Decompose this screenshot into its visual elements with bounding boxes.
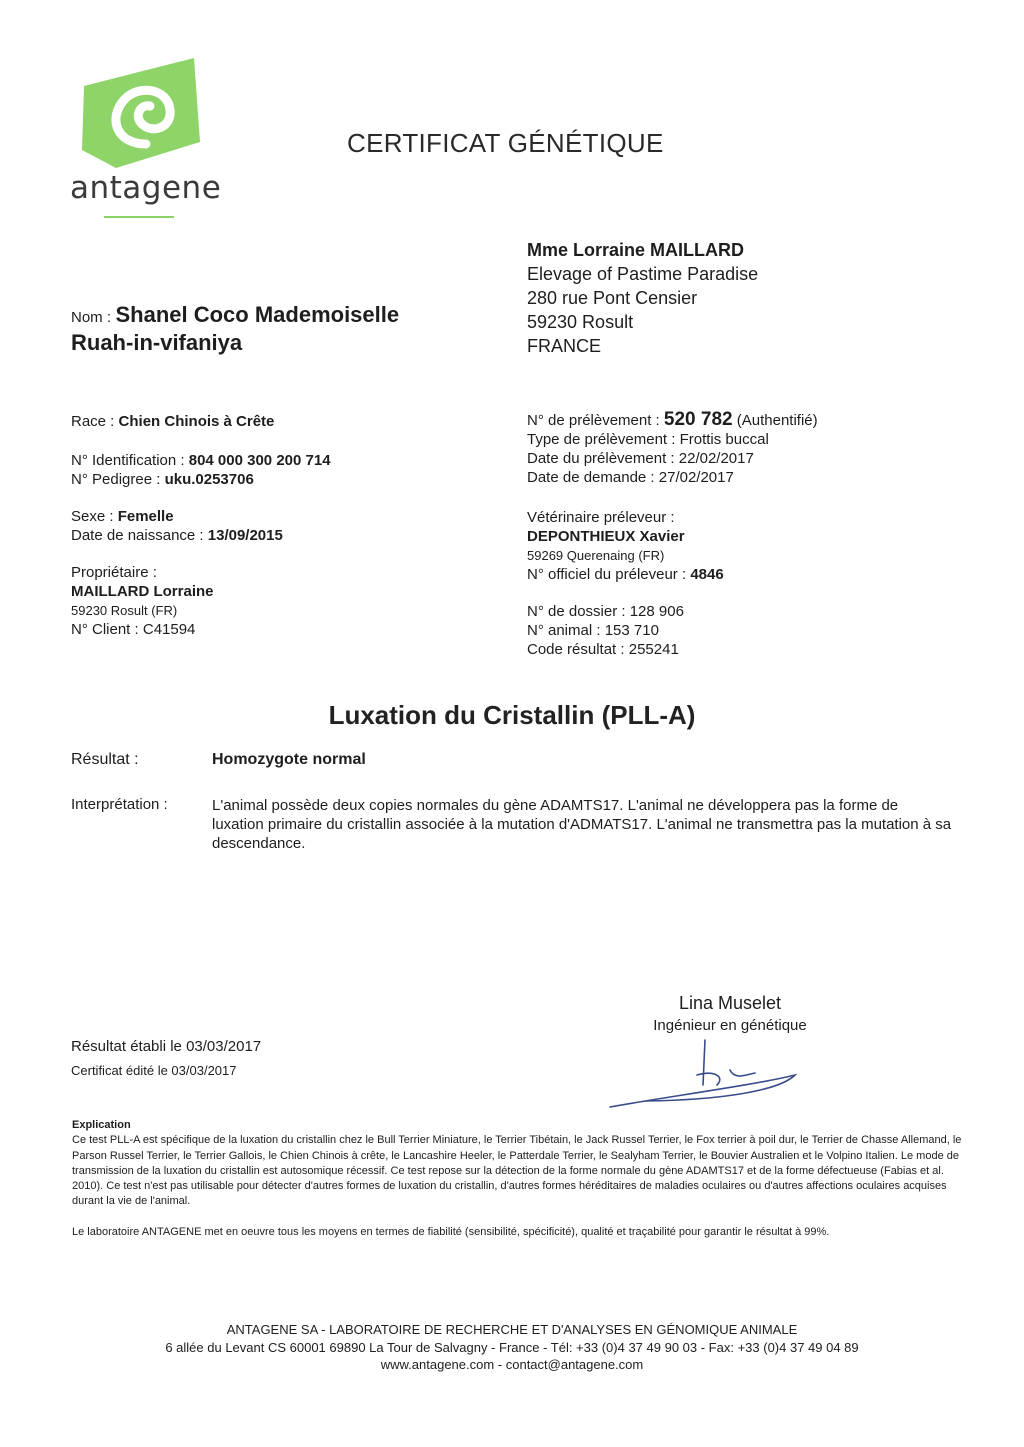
owner-info: [71, 563, 214, 639]
vet-official-value: 4846: [690, 566, 724, 583]
dossier-info: [527, 602, 684, 659]
recipient-line: 280 rue Pont Censier: [527, 288, 698, 308]
code-value: 255241: [628, 641, 679, 658]
sample-info: [527, 410, 818, 487]
client-value: C41594: [142, 621, 196, 638]
owner-name: MAILLARD Lorraine: [71, 583, 214, 600]
vet-info: [527, 508, 724, 584]
recipient-address: [527, 238, 758, 358]
footer: [0, 1321, 1024, 1374]
vet-address: 59269 Querenaing (FR): [527, 548, 665, 563]
signatory-name: Lina Muselet: [678, 993, 782, 1013]
recipient-name: Mme Lorraine MAILLARD: [527, 240, 745, 260]
recipient-line: 59230 Rosult: [527, 312, 634, 332]
ident-value: 804 000 300 200 714: [188, 452, 331, 469]
footer-address: 6 allée du Levant CS 60001 69890 La Tour de Salvagny - France - Tél: +33 (0)4 37 49 90 03 - Fax: +33 (0)4 37 49 04 89: [165, 1339, 859, 1355]
nom-label: Nom :: [71, 309, 112, 326]
vet-name: DEPONTHIEUX Xavier: [527, 528, 685, 545]
type-value: Frottis buccal: [679, 431, 769, 448]
logo-underline: [104, 216, 174, 218]
signatory-role: Ingénieur en génétique: [653, 1017, 807, 1034]
test-title: Luxation du Cristallin (PLL-A): [328, 700, 696, 730]
naissance-value: 13/09/2015: [207, 527, 283, 544]
race-info: [71, 412, 274, 431]
recipient-line: FRANCE: [527, 336, 602, 356]
footer-company: ANTAGENE SA - LABORATOIRE DE RECHERCHE ET D'ANALYSES EN GÉNOMIQUE ANIMALE: [226, 1322, 798, 1337]
logo-wordmark: antagene: [70, 170, 222, 206]
nom-line1: Shanel Coco Mademoiselle: [115, 302, 400, 327]
footer-web: www.antagene.com - contact@antagene.com: [380, 1357, 644, 1372]
date-prel-value: 22/02/2017: [678, 450, 754, 467]
interpretation-label: Interprétation :: [71, 796, 168, 813]
interpretation-text: L'animal possède deux copies normales du gène ADAMTS17. L'animal ne développera pas la forme de luxation primaire du cristallin associée à la mutation d'ADMATS17. L'animal ne transmettra pas la mutation à sa descendance.: [212, 797, 952, 852]
authentifie-label: (Authentifié): [736, 412, 818, 429]
explanation-block: [72, 1118, 962, 1240]
client-label: N° Client :: [71, 621, 139, 638]
antagene-logo: [70, 58, 220, 223]
dossier-value: 128 906: [629, 603, 684, 620]
race-label: Race :: [71, 413, 115, 430]
certificate-title: CERTIFICAT GÉNÉTIQUE: [347, 128, 664, 158]
resultat-value: Homozygote normal: [212, 751, 366, 768]
sex-birth-info: [71, 507, 283, 545]
vet-official-label: N° officiel du préleveur :: [527, 566, 687, 583]
explanation-text: Ce test PLL-A est spécifique de la luxation du cristallin chez le Bull Terrier Miniature, le Terrier Tibétain, le Jack Russel Terrier, le Fox terrier à poil dur, le Terrier de Chasse Allemand, le Parson Russel Terrier, le Terrier Gallois, le Chien Chinois à crête, le Lancashire Heeler, le Patterdale Terrier, le Sealyham Terrier, le Bouvier Australien et le Volpino Italien. Le mode de transmission de la luxation du cristallin est autosomique récessif. Ce test repose sur la détection de la forme normale du gène ADAMTS17 et de la forme défectueuse (Fabias et al. 2010). Ce test n'est pas utilisable pour détecter d'autres formes de luxation du cristallin, d'autres formes héréditaires de maladies oculaires ou d'autres affections oculaires acquises durant la vie de l'animal.: [72, 1134, 962, 1208]
date-dem-label: Date de demande :: [527, 469, 655, 486]
vet-label: Vétérinaire préleveur :: [527, 509, 675, 526]
date-prel-label: Date du prélèvement :: [527, 450, 675, 467]
nom-line2: Ruah-in-vifaniya: [71, 330, 243, 355]
code-label: Code résultat :: [527, 641, 625, 658]
recipient-line: Elevage of Pastime Paradise: [527, 264, 759, 284]
animal-number-value: 153 710: [604, 622, 659, 639]
sexe-label: Sexe :: [71, 508, 114, 525]
guarantee-text: Le laboratoire ANTAGENE met en oeuvre tous les moyens en termes de fiabilité (sensibilité, spécificité), qualité et traçabilité pour garantir le résultat à 99%.: [72, 1225, 830, 1238]
pedigree-value: uku.0253706: [164, 471, 254, 488]
prelevement-value: 520 782: [663, 409, 733, 430]
owner-label: Propriétaire :: [71, 564, 157, 581]
dossier-label: N° de dossier :: [527, 603, 626, 620]
result-established-date: Résultat établi le 03/03/2017: [71, 1038, 262, 1055]
explanation-title: Explication: [72, 1119, 131, 1131]
prelevement-label: N° de prélèvement :: [527, 412, 660, 429]
certificate-edited-date: Certificat édité le 03/03/2017: [71, 1063, 237, 1078]
signature-block: [610, 993, 850, 1034]
resultat-label: Résultat :: [71, 751, 139, 768]
animal-name-block: [71, 302, 399, 356]
antagene-swirl-logo-icon: [76, 58, 206, 168]
owner-address: 59230 Rosult (FR): [71, 603, 178, 618]
sexe-value: Femelle: [117, 508, 174, 525]
handwritten-signature: [605, 1035, 835, 1115]
date-dem-value: 27/02/2017: [658, 469, 734, 486]
naissance-label: Date de naissance :: [71, 527, 204, 544]
ident-label: N° Identification :: [71, 452, 185, 469]
type-label: Type de prélèvement :: [527, 431, 676, 448]
animal-number-label: N° animal :: [527, 622, 601, 639]
pedigree-label: N° Pedigree :: [71, 471, 161, 488]
identification-info: [71, 451, 331, 489]
race-value: Chien Chinois à Crête: [118, 413, 275, 430]
